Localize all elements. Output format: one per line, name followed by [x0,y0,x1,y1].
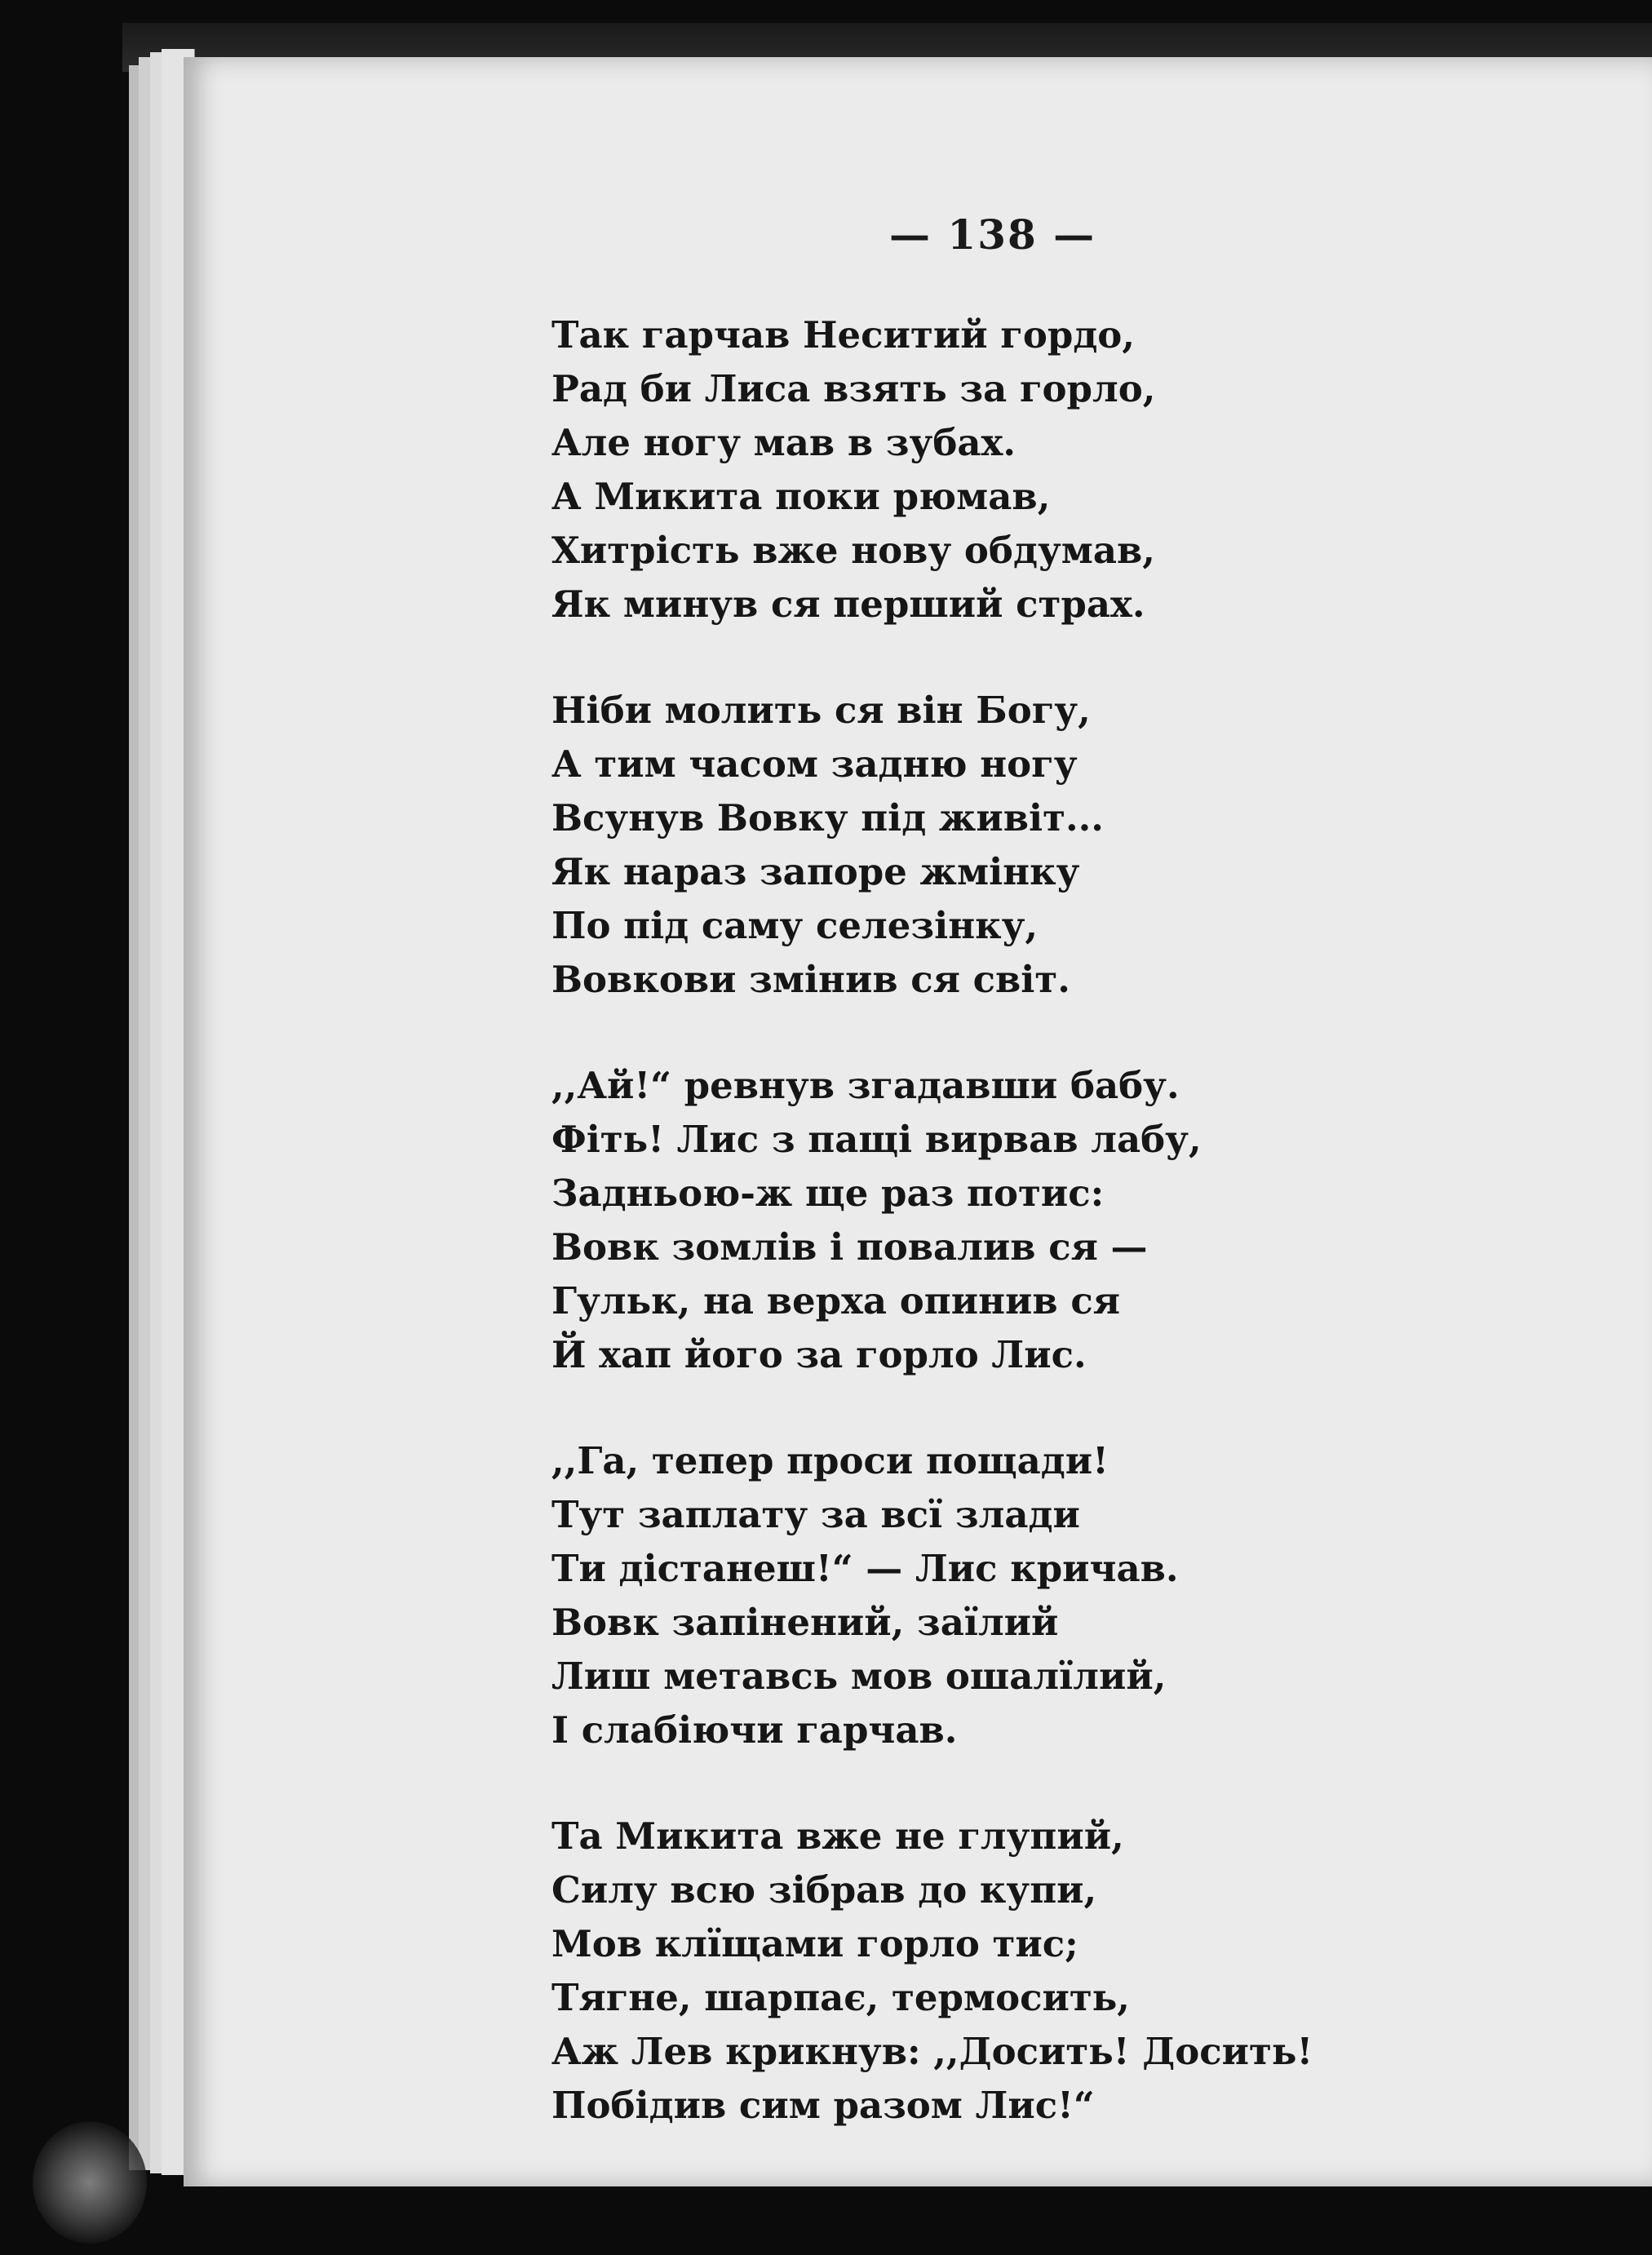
poem-line: А Микита поки рюмав, [551,475,1051,518]
poem-line: Але ногу мав в зубах. [551,421,1016,464]
poem-line: Рад би Лиса взять за горло, [551,367,1156,410]
poem-line: Та Микита вже не глупий, [551,1814,1124,1858]
stanza-1 [551,308,1498,631]
poem-line: Так гарчав Неситий гордо, [551,313,1135,357]
poem-line: Побідив сим разом Лис!“ [551,2084,1095,2127]
poem-line: Вовк зомлів і повалив ся — [551,1225,1148,1269]
poem-line: Як минув ся перший страх. [551,583,1145,626]
poem-line: ,,Га, тепер проси пощади! [551,1439,1109,1482]
poem-line: Силу всю зібрав до купи, [551,1868,1097,1912]
poem-line: Гульк, на верха опинив ся [551,1279,1120,1322]
poem-line: Ти дістанеш!“ — Лис кричав. [551,1547,1179,1590]
poem-line: Аж Лев крикнув: ,,Досить! Досить! [551,2030,1313,2073]
poem-line: Фіть! Лис з пащі вирвав лабу, [551,1118,1202,1161]
page-number: — 138 — [889,210,1096,259]
poem-line: Тут заплату за всї злади [551,1493,1080,1536]
poem-line: Хитрість вже нову обдумав, [551,529,1155,572]
poem-line: Лиш метавсь мов ошалїлий, [551,1655,1167,1698]
poem-line: ,,Ай!“ ревнув згадавши бабу. [551,1064,1180,1107]
stanza-3 [551,1059,1498,1382]
stanza-2 [551,684,1498,1007]
poem-line: Задньою-ж ще раз потис: [551,1172,1105,1215]
poem-line: Всунув Вовку під живіт... [551,796,1104,840]
ink-blot [33,2121,147,2244]
stanza-4 [551,1434,1498,1757]
poem-line: Й хап його за горло Лис. [551,1333,1087,1376]
poem-body [551,308,1498,2185]
poem-line: Ніби молить ся він Богу, [551,689,1091,732]
poem-line: Як нараз запоре жмінку [551,850,1080,893]
poem-line: Мов клїщами горло тис; [551,1922,1078,1965]
poem-line: Вовк запінений, заїлий [551,1601,1059,1644]
poem-line: І слабіючи гарчав. [551,1708,958,1752]
poem-line: А тим часом задню ногу [551,742,1078,786]
poem-line: Тягне, шарпає, термосить, [551,1976,1130,2019]
stanza-5 [551,1810,1498,2133]
poem-line: Вовкови змінив ся світ. [551,958,1070,1001]
poem-line: По під саму селезінку, [551,904,1039,947]
